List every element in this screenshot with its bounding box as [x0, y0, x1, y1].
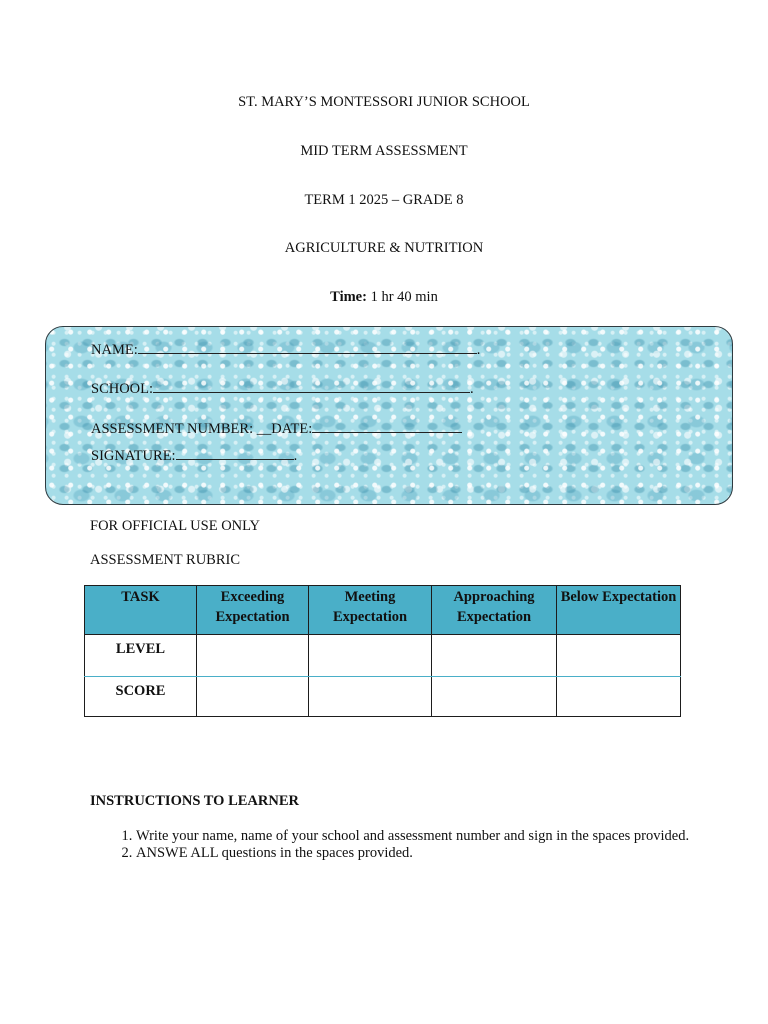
official-use-label: FOR OFFICIAL USE ONLY	[90, 518, 261, 534]
rubric-col-task: TASK	[85, 586, 197, 635]
rubric-row-label: LEVEL	[85, 635, 197, 677]
name-label: NAME:	[91, 342, 138, 358]
rubric-cell[interactable]	[197, 635, 309, 677]
rubric-cell[interactable]	[557, 635, 681, 677]
rubric-col-below: Below Expectation	[557, 586, 681, 635]
school-end-mark: .	[470, 381, 474, 397]
rubric-cell[interactable]	[557, 677, 681, 717]
time-allowed	[0, 289, 768, 306]
name-line[interactable]	[138, 340, 477, 354]
rubric-col-exceeding: Exceeding Expectation	[197, 586, 309, 635]
name-field[interactable]	[91, 340, 480, 359]
rubric-cell[interactable]	[309, 635, 432, 677]
school-name: ST. MARY’S MONTESSORI JUNIOR SCHOOL	[238, 94, 530, 110]
rubric-row-level	[85, 635, 681, 677]
assessment-title: MID TERM ASSESSMENT	[300, 143, 468, 159]
rubric-cell[interactable]	[432, 635, 557, 677]
time-label: Time:	[330, 289, 367, 305]
date-line[interactable]	[312, 419, 462, 433]
rubric-cell[interactable]	[432, 677, 557, 717]
signature-end-mark: .	[293, 448, 298, 464]
instruction-item: 1. Write your name, name of your school and assessment number and sign in the spaces provided.	[136, 828, 716, 845]
rubric-col-meeting: Meeting Expectation	[309, 586, 432, 635]
time-value: 1 hr 40 min	[366, 289, 438, 305]
assessment-number-date-label: ASSESSMENT NUMBER: __DATE:	[91, 421, 313, 437]
signature-label: SIGNATURE:	[91, 448, 176, 464]
learner-info-box	[45, 326, 733, 505]
instruction-item: 2. ANSWE ALL questions in the spaces provided.	[136, 845, 716, 862]
subject-title: AGRICULTURE & NUTRITION	[284, 240, 484, 256]
assessment-number-date-field[interactable]	[91, 419, 462, 438]
name-end-mark: .	[476, 342, 481, 358]
school-label: SCHOOL:	[91, 381, 154, 397]
rubric-header-row	[85, 586, 681, 635]
rubric-row-label: SCORE	[85, 677, 197, 717]
rubric-row-score	[85, 677, 681, 717]
signature-line[interactable]	[176, 446, 294, 460]
school-field[interactable]	[91, 379, 474, 398]
assessment-rubric-table	[84, 585, 681, 717]
term-grade: TERM 1 2025 – GRADE 8	[304, 192, 464, 208]
instructions-title: INSTRUCTIONS TO LEARNER	[90, 793, 299, 809]
school-line[interactable]	[153, 379, 470, 393]
rubric-cell[interactable]	[309, 677, 432, 717]
rubric-col-approaching: Approaching Expectation	[432, 586, 557, 635]
rubric-cell[interactable]	[197, 677, 309, 717]
signature-field[interactable]	[91, 446, 297, 465]
instructions-list	[95, 828, 716, 862]
rubric-title: ASSESSMENT RUBRIC	[90, 552, 241, 568]
